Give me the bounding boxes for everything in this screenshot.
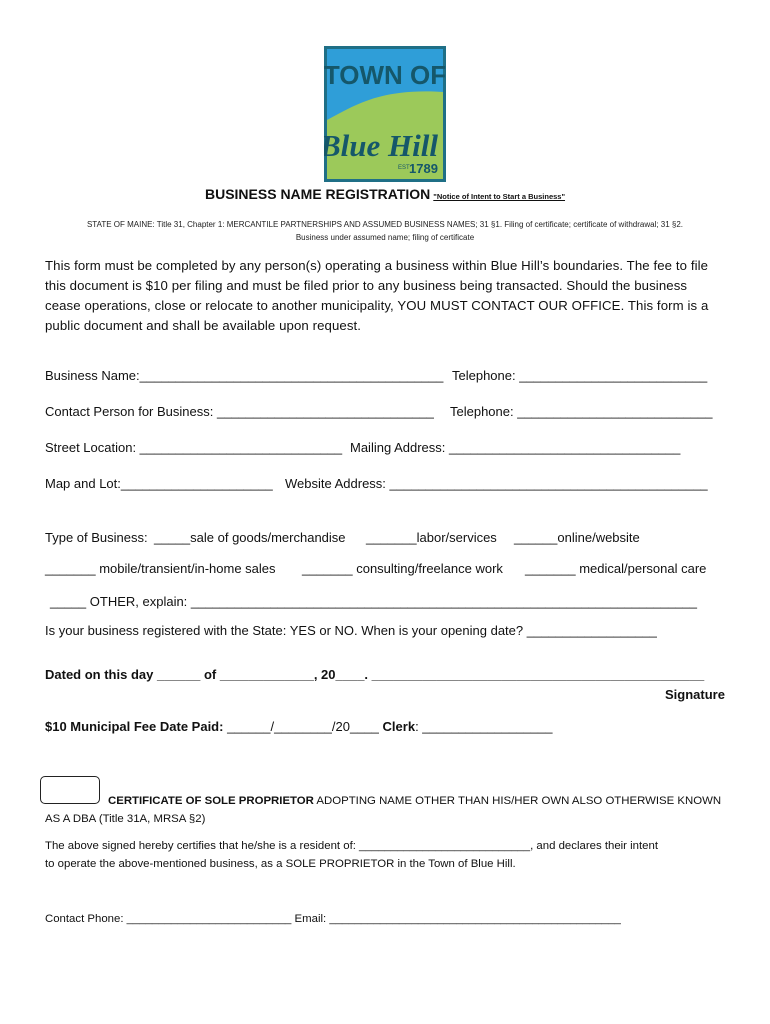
- map-lot-field[interactable]: Map and Lot:_____________________: [45, 476, 273, 491]
- telephone-field-1[interactable]: Telephone: __________________________: [452, 368, 708, 383]
- clerk-field[interactable]: : __________________: [415, 719, 553, 734]
- mailing-address-field[interactable]: Mailing Address: ________________________________: [350, 440, 681, 455]
- logo-blue-hill: Blue Hill: [324, 128, 438, 163]
- option-mobile[interactable]: _______ mobile/transient/in-home sales: [45, 561, 276, 576]
- sole-proprietor-checkbox[interactable]: [40, 776, 100, 804]
- option-medical[interactable]: _______ medical/personal care: [525, 561, 707, 576]
- logo-town-of: TOWN OF: [324, 60, 446, 90]
- street-location-field[interactable]: Street Location: ____________________________: [45, 440, 343, 455]
- telephone-field-2[interactable]: Telephone: ___________________________: [450, 404, 713, 419]
- signature-label: Signature: [665, 687, 725, 702]
- logo-year: 1789: [409, 161, 438, 176]
- form-subtitle: "Notice of Intent to Start a Business": [433, 192, 566, 201]
- website-field[interactable]: Website Address: ____________________________________________: [285, 476, 708, 491]
- sole-proprietor-heading-line: [108, 795, 721, 807]
- fee-date-field[interactable]: ______/________/20____: [227, 719, 379, 734]
- town-of-blue-hill-logo: [324, 46, 446, 182]
- intro-line-2: this document is $10 per filing and must be filed prior to any business being transacted. Should the business: [45, 278, 688, 293]
- statute-line-2: Business under assumed name; filing of certificate: [295, 233, 475, 242]
- fee-line: [45, 719, 552, 734]
- sole-proprietor-heading: CERTIFICATE OF SOLE PROPRIETOR: [108, 795, 314, 807]
- town-logo: [324, 46, 446, 182]
- form-title: BUSINESS NAME REGISTRATION: [204, 186, 431, 202]
- option-other[interactable]: _____ OTHER, explain: ______________________________________________________________________: [50, 594, 698, 609]
- form-title-line: [0, 186, 770, 202]
- business-type-label: Type of Business:: [45, 530, 148, 545]
- dated-line[interactable]: Dated on this day ______ of _____________, 20____. ______________________________________________: [45, 667, 705, 682]
- intro-line-4: public document and shall be available upon request.: [45, 318, 362, 333]
- clerk-label: Clerk: [382, 719, 416, 734]
- contact-phone-email-line[interactable]: Contact Phone: __________________________ Email: ______________________________________________: [45, 913, 621, 925]
- sole-proprietor-heading-rest: ADOPTING NAME OTHER THAN HIS/HER OWN ALSO OTHERWISE KNOWN: [313, 795, 722, 807]
- contact-person-field[interactable]: Contact Person for Business: ______________________________: [45, 404, 434, 419]
- fee-label: $10 Municipal Fee Date Paid:: [45, 719, 224, 734]
- business-name-field[interactable]: Business Name:__________________________________________: [45, 368, 444, 383]
- statute-line-1: STATE OF MAINE: Title 31, Chapter 1: MERCANTILE PARTNERSHIPS AND ASSUMED BUSINESS NAMES; 31 §1. Filing of certificate; certificate of withdrawal; 31 §2.: [86, 220, 684, 229]
- option-goods[interactable]: _____sale of goods/merchandise: [154, 530, 346, 545]
- option-labor[interactable]: _______labor/services: [366, 530, 497, 545]
- certification-line-1[interactable]: The above signed hereby certifies that he/she is a resident of: ___________________________, and declares their intent: [45, 840, 659, 852]
- logo-est: EST: [398, 165, 410, 171]
- intro-line-3: cease operations, close or relocate to another municipality, YOU MUST CONTACT OUR OFFICE. This form is a: [45, 298, 709, 313]
- state-registration-question[interactable]: Is your business registered with the State: YES or NO. When is your opening date? __________________: [45, 623, 657, 638]
- dba-reference: AS A DBA (Title 31A, MRSA §2): [45, 813, 206, 825]
- intro-line-1: This form must be completed by any person(s) operating a business within Blue Hill’s boundaries. The fee to file: [45, 258, 709, 273]
- certification-line-2: to operate the above-mentioned business, as a SOLE PROPRIETOR in the Town of Blue Hill.: [45, 858, 516, 870]
- option-consulting[interactable]: _______ consulting/freelance work: [302, 561, 503, 576]
- option-online[interactable]: ______online/website: [514, 530, 640, 545]
